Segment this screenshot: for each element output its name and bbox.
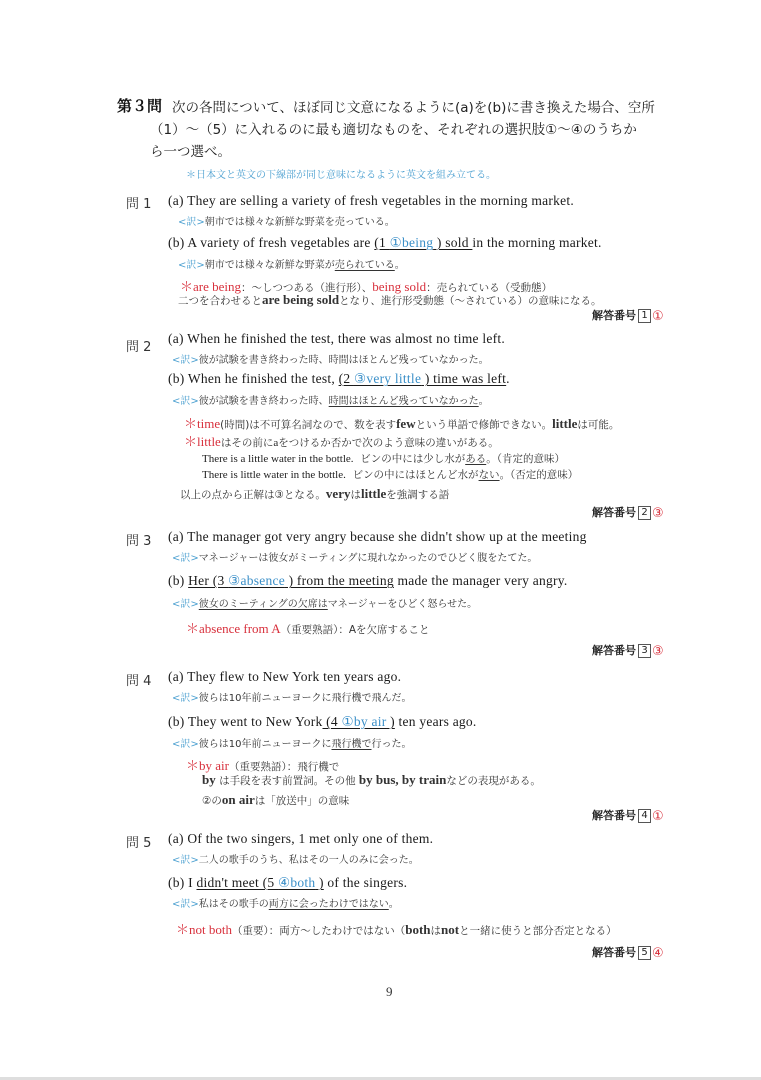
explanation-note: by は手段を表す前置詞。その他 by bus, by trainなどの表現がある。 <box>202 772 541 787</box>
translation-b: <訳>朝市では様々な新鮮な野菜が売られている。 <box>178 260 405 271</box>
translation-b: <訳>彼らは10年前ニューヨークに飛行機で行った。 <box>172 739 412 750</box>
blank: Her (3 ③absence ) from the meeting <box>188 573 394 588</box>
example-sentence: There is a little water in the bottle. ビンの中には少し水がある。（肯定的意味） <box>202 453 565 465</box>
explanation-note: 二つを合わせるとare being soldとなり、進行形受動態（～されている）の意味になる。 <box>178 292 602 307</box>
question-label: 問 5 <box>126 836 152 851</box>
instructions-line-1: 次の各問について、ほぼ同じ文意になるように(a)を(b)に書き換えた場合、空所 <box>172 100 655 116</box>
answer-key: 解答番号 2 ③ <box>592 505 664 521</box>
blank: (1 ①being ) sold <box>374 235 473 250</box>
answer-choice: ③absence <box>228 573 285 588</box>
example-sentence: There is little water in the bottle. ビンの中にはほとんど水がない。（否定的意味） <box>202 469 579 481</box>
instructions-hint: ＊日本文と英文の下線部が同じ意味になるように英文を組み立てる。 <box>186 170 496 181</box>
sentence-b: (b) Her (3 ③absence ) from the meeting made the manager very angry. <box>168 573 568 588</box>
instructions-line-3: ら一つ選べ。 <box>150 144 231 160</box>
sentence-b: (b) I didn't meet (5 ④both ) of the singers. <box>168 875 408 890</box>
blank: didn't meet (5 ④both ) <box>196 875 324 890</box>
sentence-a: (a) The manager got very angry because she didn't show up at the meeting <box>168 529 587 544</box>
translation-a: <訳>マネージャーは彼女がミーティングに現れなかったのでひどく腹をたてた。 <box>172 553 538 564</box>
sentence-b: (b) A variety of fresh vegetables are (1 ①being ) sold in the morning market. <box>168 235 602 250</box>
question-label: 問 1 <box>126 197 152 212</box>
explanation-note: ＊not both（重要）：両方～したわけではない（bothはnotと一緒に使うと部分否定となる） <box>176 922 617 937</box>
answer-choice: ③very little <box>353 371 422 386</box>
translation-a: <訳>彼が試験を書き終わった時、時間はほとんど残っていなかった。 <box>172 355 489 366</box>
answer-key: 解答番号 3 ③ <box>592 643 664 659</box>
explanation-note: ＊are being：～しつつある（進行形）、being sold：売られている（受動態） <box>180 279 553 294</box>
translation-a: <訳>彼らは10年前ニューヨークに飛行機で飛んだ。 <box>172 693 412 704</box>
section-title: 第３問 <box>117 97 163 115</box>
translation-b: <訳>彼女のミーティングの欠席はマネージャーをひどく怒らせた。 <box>172 599 478 610</box>
page-number: 9 <box>386 984 393 999</box>
explanation-note: ＊time(時間)は不可算名詞なので、数を表すfewという単語で修飾できない。littleは可能。 <box>184 416 620 431</box>
answer-key: 解答番号 5 ④ <box>592 945 664 961</box>
answer-choice: ①by air <box>341 714 387 729</box>
translation-a: <訳>朝市では様々な新鮮な野菜を売っている。 <box>178 217 395 228</box>
sentence-a: (a) When he finished the test, there was almost no time left. <box>168 331 506 346</box>
explanation-note: ＊littleはその前にaをつけるか否かで次のよう意味の違いがある。 <box>184 434 499 449</box>
explanation-note: ＊by air（重要熟語）：飛行機で <box>186 758 340 773</box>
question-label: 問 2 <box>126 340 152 355</box>
answer-choice: ①being <box>389 235 434 250</box>
instructions-line-2: （1）～（5）に入れるのに最も適切なものを、それぞれの選択肢①～④のうちか <box>150 122 637 138</box>
answer-choice: ④both <box>278 875 316 890</box>
translation-a: <訳>二人の歌手のうち、私はその一人のみに会った。 <box>172 855 419 866</box>
explanation-note: ＊absence from A（重要熟語）：Aを欠席すること <box>186 621 430 636</box>
question-label: 問 4 <box>126 674 152 689</box>
question-label: 問 3 <box>126 534 152 549</box>
sentence-a: (a) They flew to New York ten years ago. <box>168 669 402 684</box>
blank: (4 ①by air ) <box>322 714 395 729</box>
answer-key: 解答番号 4 ① <box>592 808 664 824</box>
translation-b: <訳>彼が試験を書き終わった時、時間はほとんど残っていなかった。 <box>172 396 489 407</box>
sentence-b: (b) When he finished the test, (2 ③very little ) time was left. <box>168 371 510 386</box>
answer-key: 解答番号 1 ① <box>592 308 664 324</box>
blank: (2 ③very little ) time was left <box>338 371 507 386</box>
explanation-note: 以上の点から正解は③となる。veryはlittleを強調する語 <box>180 486 450 501</box>
sentence-b: (b) They went to New York (4 ①by air ) ten years ago. <box>168 714 477 729</box>
translation-b: <訳>私はその歌手の両方に会ったわけではない。 <box>172 899 399 910</box>
sentence-a: (a) They are selling a variety of fresh vegetables in the morning market. <box>168 193 574 208</box>
explanation-note: ②のon airは「放送中」の意味 <box>202 792 350 807</box>
sentence-a: (a) Of the two singers, 1 met only one of them. <box>168 831 434 846</box>
